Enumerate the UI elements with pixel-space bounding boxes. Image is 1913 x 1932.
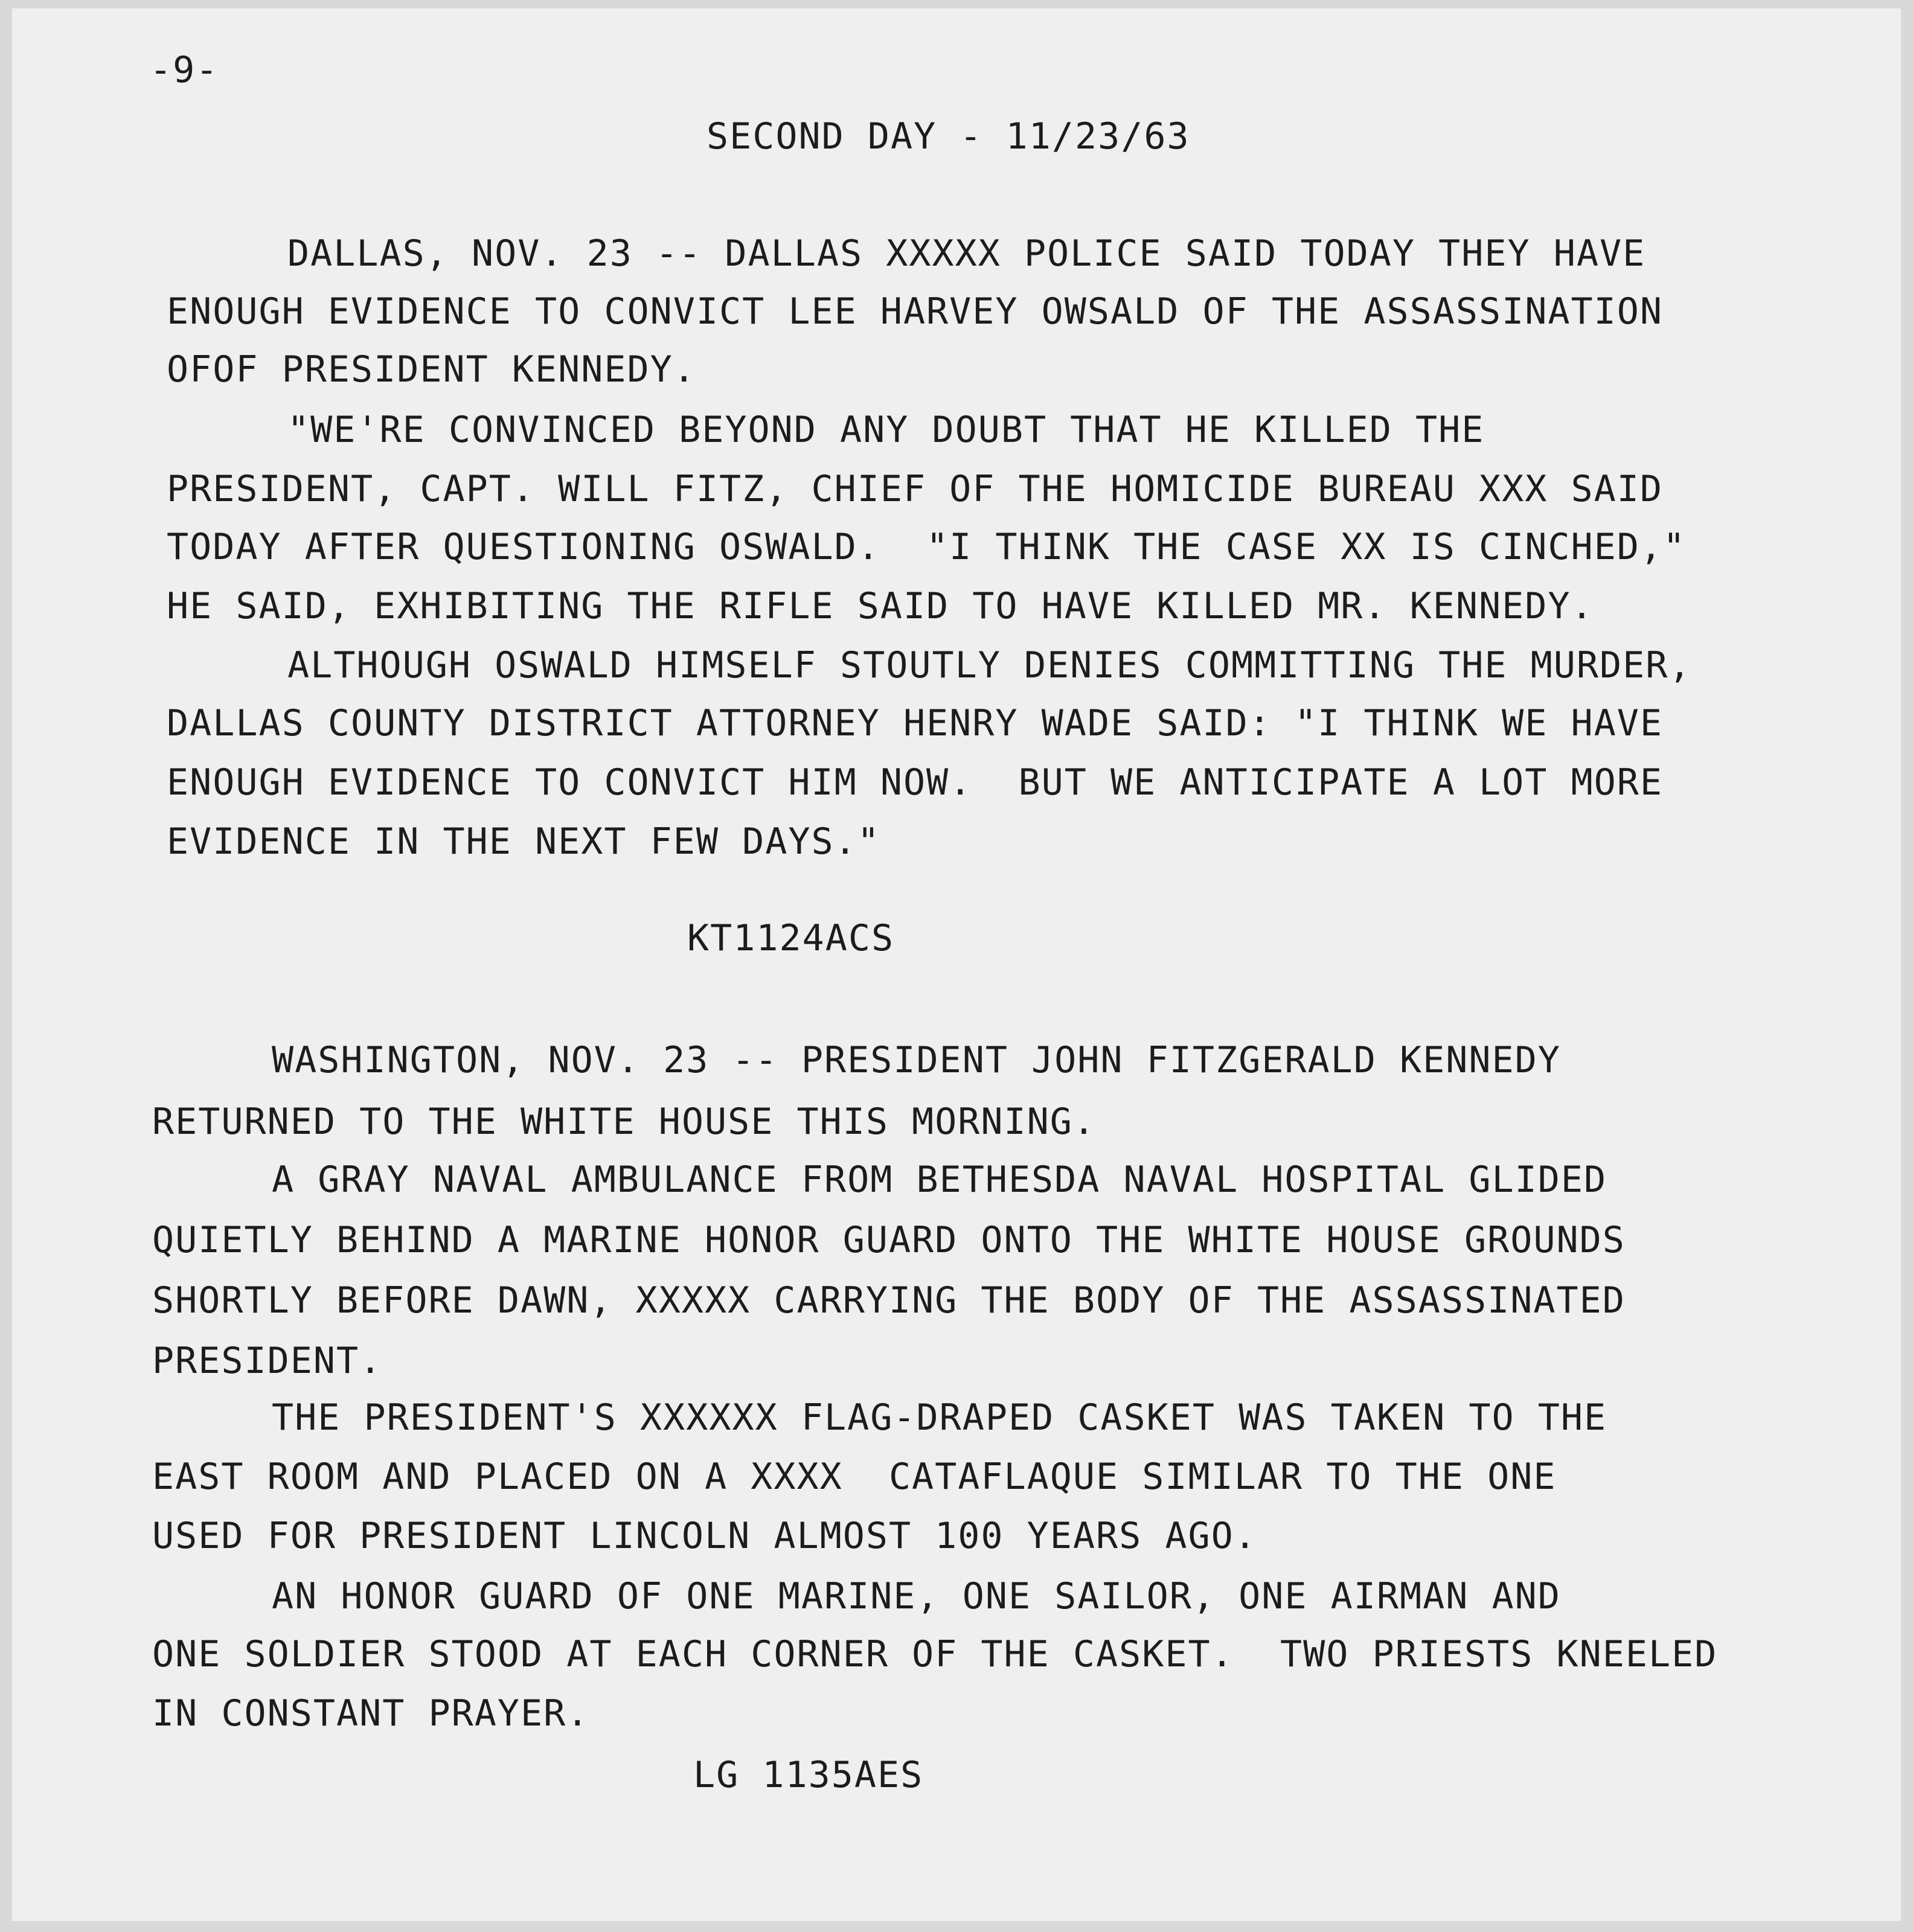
story-line: OFOF PRESIDENT KENNEDY. xyxy=(167,348,696,391)
story-line: ALTHOUGH OSWALD HIMSELF STOUTLY DENIES COMMITTING THE MURDER, xyxy=(287,644,1692,686)
teletype-page xyxy=(12,8,1901,1921)
story-line: TODAY AFTER QUESTIONING OSWALD. "I THINK THE CASE XX IS CINCHED," xyxy=(167,526,1687,568)
story-line: USED FOR PRESIDENT LINCOLN ALMOST 100 YEARS AGO. xyxy=(152,1515,1257,1557)
story-line: "WE'RE CONVINCED BEYOND ANY DOUBT THAT HE KILLED THE xyxy=(287,409,1485,451)
page-number: -9- xyxy=(150,49,219,91)
story-line: ENOUGH EVIDENCE TO CONVICT LEE HARVEY OWSALD OF THE ASSASSINATION xyxy=(167,290,1663,333)
story-line: ENOUGH EVIDENCE TO CONVICT HIM NOW. BUT WE ANTICIPATE A LOT MORE xyxy=(167,761,1663,804)
story-line: AN HONOR GUARD OF ONE MARINE, ONE SAILOR, ONE AIRMAN AND xyxy=(272,1575,1561,1617)
story-line: DALLAS COUNTY DISTRICT ATTORNEY HENRY WADE SAID: "I THINK WE HAVE xyxy=(167,702,1663,744)
story-line: PRESIDENT, CAPT. WILL FITZ, CHIEF OF THE HOMICIDE BUREAU XXX SAID xyxy=(167,468,1663,510)
story-line: IN CONSTANT PRAYER. xyxy=(152,1692,590,1735)
story-slug: LG 1135AES xyxy=(693,1754,924,1796)
story-line: RETURNED TO THE WHITE HOUSE THIS MORNING. xyxy=(152,1101,1097,1143)
story-line: WASHINGTON, NOV. 23 -- PRESIDENT JOHN FITZGERALD KENNEDY xyxy=(272,1039,1561,1081)
story-line: A GRAY NAVAL AMBULANCE FROM BETHESDA NAVAL HOSPITAL GLIDED xyxy=(272,1159,1607,1201)
story-line: EVIDENCE IN THE NEXT FEW DAYS." xyxy=(167,820,880,863)
story-line: PRESIDENT. xyxy=(152,1340,383,1382)
story-line: DALLAS, NOV. 23 -- DALLAS XXXXX POLICE SAID TODAY THEY HAVE xyxy=(287,232,1646,275)
story-line: EAST ROOM AND PLACED ON A XXXX CATAFLAQUE SIMILAR TO THE ONE xyxy=(152,1456,1557,1498)
story-line: ONE SOLDIER STOOD AT EACH CORNER OF THE CASKET. TWO PRIESTS KNEELED xyxy=(152,1633,1718,1675)
story-line: THE PRESIDENT'S XXXXXX FLAG-DRAPED CASKET WAS TAKEN TO THE xyxy=(272,1396,1607,1439)
story-slug: KT1124ACS xyxy=(687,917,895,959)
story-line: HE SAID, EXHIBITING THE RIFLE SAID TO HAVE KILLED MR. KENNEDY. xyxy=(167,585,1594,627)
story-line: SHORTLY BEFORE DAWN, XXXXX CARRYING THE BODY OF THE ASSASSINATED xyxy=(152,1279,1626,1322)
story-line: QUIETLY BEHIND A MARINE HONOR GUARD ONTO THE WHITE HOUSE GROUNDS xyxy=(152,1219,1626,1261)
page-header: SECOND DAY - 11/23/63 xyxy=(707,115,1190,158)
